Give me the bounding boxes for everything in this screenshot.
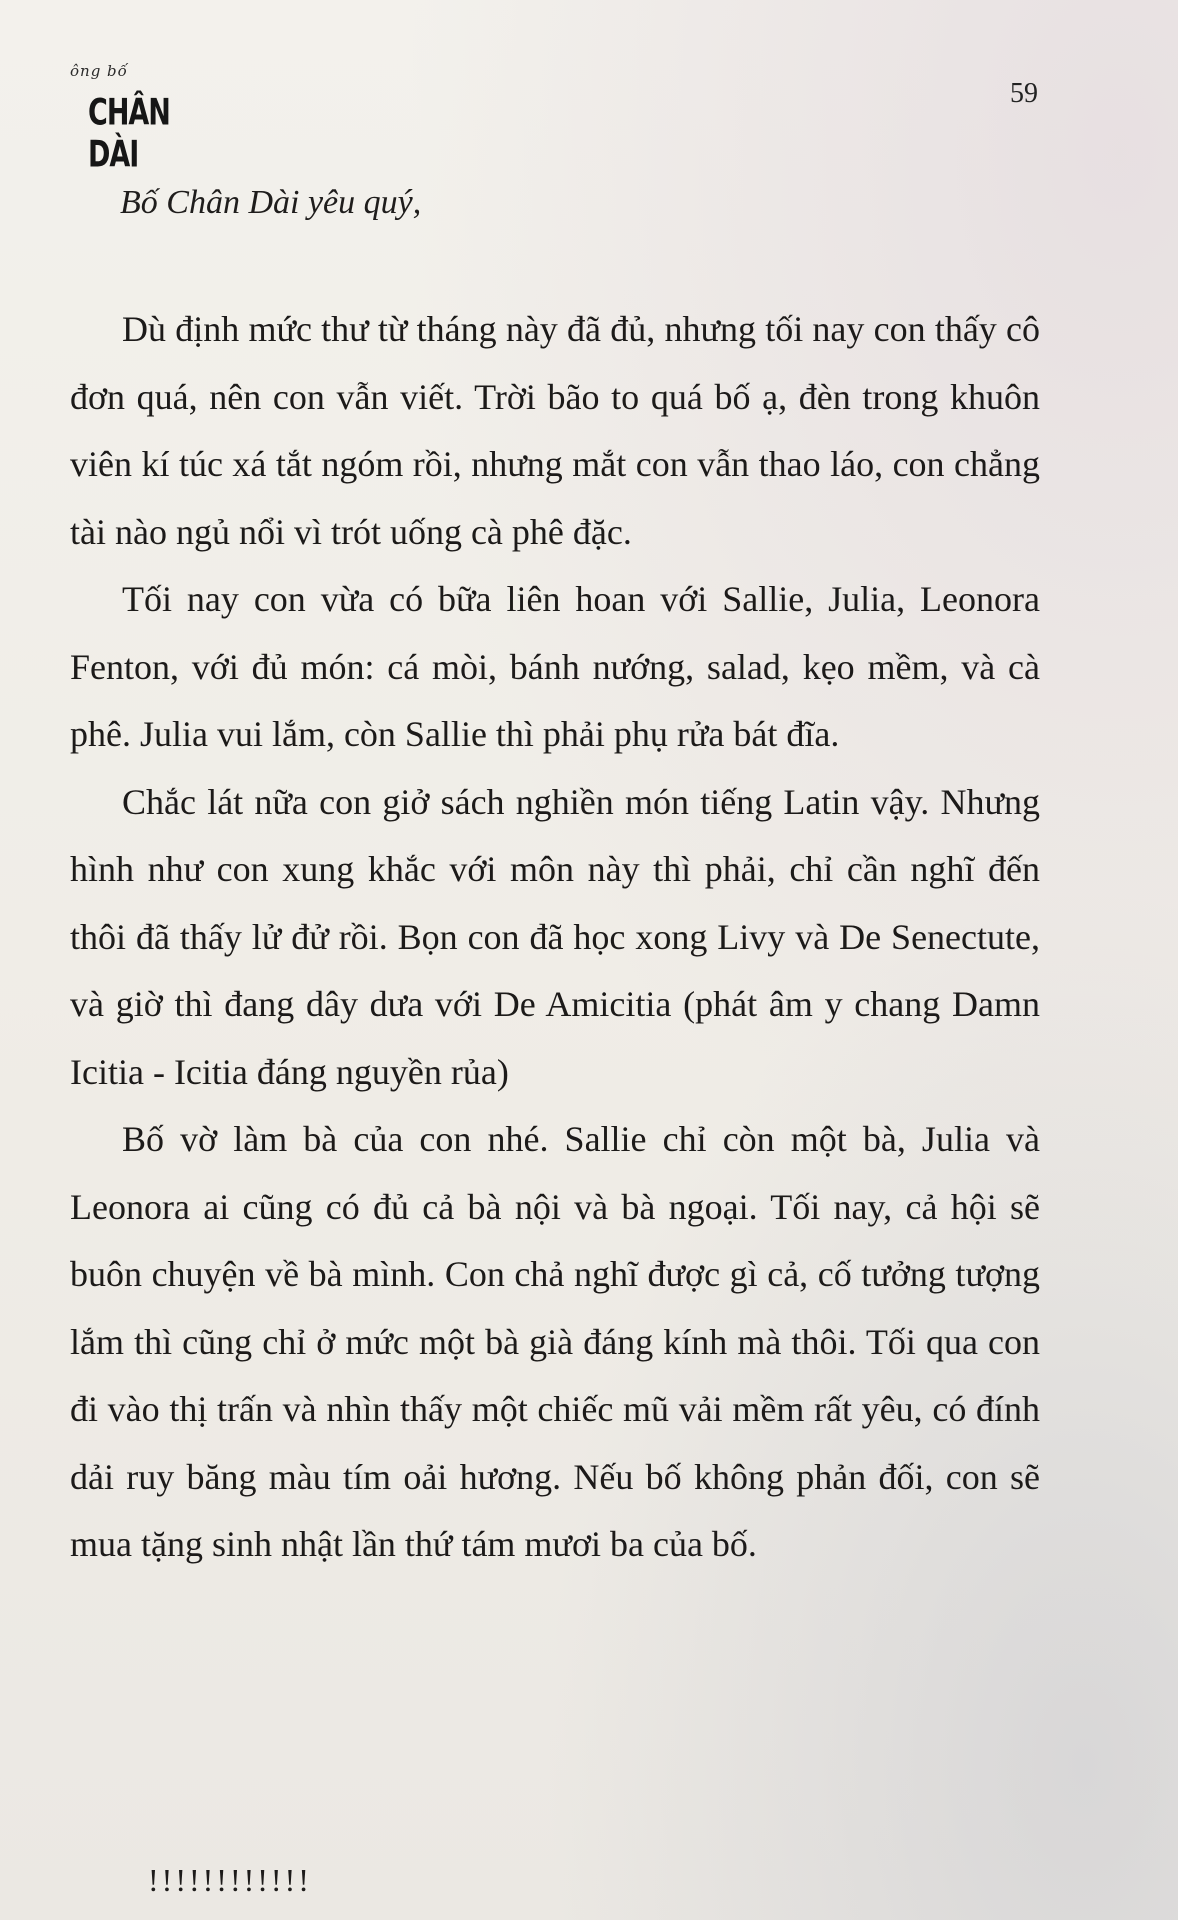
running-head-title: CHÂN DÀI: [88, 92, 170, 176]
paragraph-1: Dù định mức thư từ tháng này đã đủ, nhưng tối nay con thấy cô đơn quá, nên con vẫn viết. Trời bão to quá bố ạ, đèn trong khuôn viên kí túc xá tắt ngóm rồi, nhưng mắt con vẫn thao láo, con chẳng tài nào ngủ nổi vì trót uống cà phê đặc.: [70, 309, 1040, 552]
letter-salutation: Bố Chân Dài yêu quý,: [120, 184, 422, 221]
exclamation-marks: !!!!!!!!!!!!: [148, 1862, 312, 1898]
page-number: 59: [1010, 78, 1038, 109]
paragraph-3: Chắc lát nữa con giở sách nghiền món tiếng Latin vậy. Nhưng hình như con xung khắc với môn này thì phải, chỉ cần nghĩ đến thôi đã thấy lử đử rồi. Bọn con đã học xong Livy và De Senectute, và giờ thì đang dây dưa với De Amicitia (phát âm y chang Damn Icitia - Icitia đáng nguyền rủa): [70, 781, 1040, 1092]
running-head-logo: [68, 62, 178, 176]
paragraph-4: Bố vờ làm bà của con nhé. Sallie chỉ còn một bà, Julia và Leonora ai cũng có đủ cả bà nội và bà ngoại. Tối nay, cả hội sẽ buôn chuyện về bà mình. Con chả nghĩ được gì cả, cố tưởng tượng lắm thì cũng chỉ ở mức một bà già đáng kính mà thôi. Tối qua con đi vào thị trấn và nhìn thấy một chiếc mũ vải mềm rất yêu, có đính dải ruy băng màu tím oải hương. Nếu bố không phản đối, con sẽ mua tặng sinh nhật lần thứ tám mươi ba của bố.: [70, 1119, 1040, 1564]
running-head-small: ông bố: [70, 62, 128, 80]
letter-body: [70, 296, 1040, 1579]
paragraph-2: Tối nay con vừa có bữa liên hoan với Sallie, Julia, Leonora Fenton, với đủ món: cá mòi, bánh nướng, salad, kẹo mềm, và cà phê. Julia vui lắm, còn Sallie thì phải phụ rửa bát đĩa.: [70, 579, 1040, 754]
